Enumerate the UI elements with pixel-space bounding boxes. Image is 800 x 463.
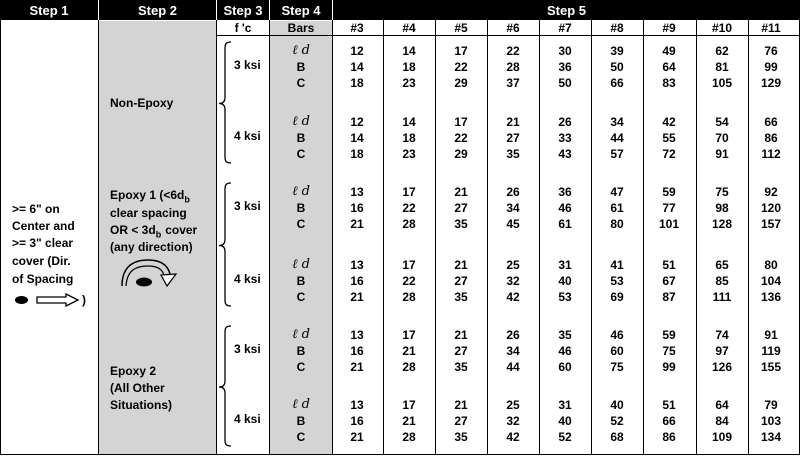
value-cell: 18 bbox=[402, 131, 416, 145]
header-step4: Step 4 bbox=[270, 0, 332, 20]
value-cell: 91 bbox=[715, 147, 729, 161]
value-cell: 65 bbox=[715, 258, 729, 272]
bar-size-header: #8 bbox=[610, 21, 624, 35]
value-cell: 21 bbox=[454, 398, 468, 412]
value-cell: 14 bbox=[350, 60, 364, 74]
value-cell: 34 bbox=[506, 344, 520, 358]
bar-size-header: #7 bbox=[558, 21, 572, 35]
value-cell: 80 bbox=[610, 217, 624, 231]
value-cell: 13 bbox=[350, 185, 364, 199]
value-cell: 21 bbox=[454, 185, 468, 199]
value-cell: 86 bbox=[764, 131, 778, 145]
value-cell: 59 bbox=[662, 328, 676, 342]
bar-size-header: #9 bbox=[662, 21, 676, 35]
value-cell: 35 bbox=[454, 360, 468, 374]
value-cell: 34 bbox=[610, 115, 624, 129]
value-cell: 105 bbox=[711, 76, 733, 90]
label-subscript: b bbox=[155, 229, 162, 240]
value-cell: 28 bbox=[506, 60, 520, 74]
value-cell: 60 bbox=[558, 360, 572, 374]
value-cell: 64 bbox=[662, 60, 676, 74]
value-cell: 21 bbox=[402, 414, 416, 428]
value-cell: 25 bbox=[506, 398, 520, 412]
value-cell: 34 bbox=[506, 201, 520, 215]
value-cell: 21 bbox=[350, 430, 364, 444]
value-cell: 86 bbox=[662, 430, 676, 444]
value-cell: 66 bbox=[610, 76, 624, 90]
value-cell: 16 bbox=[350, 414, 364, 428]
value-cell: 45 bbox=[506, 217, 520, 231]
value-cell: 28 bbox=[402, 430, 416, 444]
value-cell: 26 bbox=[506, 328, 520, 342]
bar-row-label: ℓ d bbox=[292, 43, 310, 58]
value-cell: 57 bbox=[610, 147, 624, 161]
bar-row-label: C bbox=[296, 290, 306, 304]
value-cell: 27 bbox=[454, 414, 468, 428]
value-cell: 74 bbox=[715, 328, 729, 342]
value-cell: 126 bbox=[711, 360, 733, 374]
value-cell: 47 bbox=[610, 185, 624, 199]
fc-label: 3 ksi bbox=[234, 342, 261, 356]
value-cell: 46 bbox=[610, 328, 624, 342]
group-label-epoxy2-line: (All Other bbox=[110, 381, 165, 395]
value-cell: 99 bbox=[764, 60, 778, 74]
value-cell: 79 bbox=[764, 398, 778, 412]
value-cell: 17 bbox=[402, 185, 416, 199]
value-cell: 55 bbox=[662, 131, 676, 145]
group-label-epoxy1-line: (any direction) bbox=[110, 240, 193, 254]
value-cell: 44 bbox=[610, 131, 624, 145]
bar-size-header: #10 bbox=[711, 21, 733, 35]
value-cell: 35 bbox=[454, 430, 468, 444]
bar-row-label: B bbox=[296, 414, 306, 428]
value-cell: 42 bbox=[662, 115, 676, 129]
value-cell: 22 bbox=[402, 274, 416, 288]
bar-row-label: B bbox=[296, 201, 306, 215]
value-cell: 36 bbox=[558, 185, 572, 199]
value-cell: 51 bbox=[662, 258, 676, 272]
value-cell: 13 bbox=[350, 328, 364, 342]
value-cell: 109 bbox=[711, 430, 733, 444]
bar-size-header: #5 bbox=[454, 21, 468, 35]
value-cell: 12 bbox=[350, 115, 364, 129]
header-step5: Step 5 bbox=[333, 0, 800, 20]
subheader-fc: f 'c bbox=[234, 21, 252, 35]
value-cell: 21 bbox=[402, 344, 416, 358]
value-cell: 29 bbox=[454, 147, 468, 161]
value-cell: 27 bbox=[454, 274, 468, 288]
value-cell: 32 bbox=[506, 274, 520, 288]
value-cell: 22 bbox=[506, 44, 520, 58]
value-cell: 53 bbox=[610, 274, 624, 288]
value-cell: 33 bbox=[558, 131, 572, 145]
group-label-epoxy1-line: clear spacing bbox=[110, 206, 187, 220]
value-cell: 155 bbox=[760, 360, 782, 374]
value-cell: 16 bbox=[350, 344, 364, 358]
bar-row-label: B bbox=[296, 131, 306, 145]
value-cell: 21 bbox=[350, 290, 364, 304]
value-cell: 43 bbox=[558, 147, 572, 161]
value-cell: 28 bbox=[402, 360, 416, 374]
value-cell: 87 bbox=[662, 290, 676, 304]
value-cell: 35 bbox=[454, 217, 468, 231]
value-cell: 75 bbox=[610, 360, 624, 374]
value-cell: 39 bbox=[610, 44, 624, 58]
value-cell: 46 bbox=[558, 201, 572, 215]
value-cell: 49 bbox=[662, 44, 676, 58]
value-cell: 21 bbox=[454, 258, 468, 272]
value-cell: 112 bbox=[761, 147, 781, 161]
value-cell: 50 bbox=[558, 76, 572, 90]
value-cell: 53 bbox=[558, 290, 572, 304]
step1-line: of Spacing bbox=[12, 272, 74, 286]
value-cell: 21 bbox=[506, 115, 520, 129]
value-cell: 21 bbox=[350, 217, 364, 231]
value-cell: 42 bbox=[506, 430, 520, 444]
value-cell: 37 bbox=[506, 76, 520, 90]
value-cell: 99 bbox=[662, 360, 676, 374]
value-cell: 120 bbox=[760, 201, 782, 215]
value-cell: 62 bbox=[715, 44, 729, 58]
group-brace bbox=[217, 325, 233, 447]
group-label-epoxy2-line: Situations) bbox=[110, 398, 172, 412]
value-cell: 22 bbox=[402, 201, 416, 215]
value-cell: 17 bbox=[402, 398, 416, 412]
value-cell: 51 bbox=[662, 398, 676, 412]
group-brace bbox=[217, 41, 233, 164]
value-cell: 14 bbox=[402, 115, 416, 129]
value-cell: 77 bbox=[662, 201, 676, 215]
value-cell: 13 bbox=[350, 398, 364, 412]
value-cell: 13 bbox=[350, 258, 364, 272]
value-cell: 44 bbox=[506, 360, 520, 374]
step1-line: Center and bbox=[12, 219, 75, 233]
bar-row-label: C bbox=[296, 76, 306, 90]
value-cell: 119 bbox=[761, 344, 781, 358]
value-cell: 40 bbox=[558, 274, 572, 288]
bar-row-label: ℓ d bbox=[292, 327, 310, 342]
value-cell: 22 bbox=[454, 131, 468, 145]
value-cell: 16 bbox=[350, 201, 364, 215]
bar-row-label: ℓ d bbox=[292, 114, 310, 129]
value-cell: 31 bbox=[558, 258, 572, 272]
bar-size-header: #3 bbox=[350, 21, 364, 35]
value-cell: 27 bbox=[454, 201, 468, 215]
value-cell: 23 bbox=[402, 76, 416, 90]
value-cell: 28 bbox=[402, 290, 416, 304]
value-cell: 16 bbox=[350, 274, 364, 288]
bar-row-label: C bbox=[296, 217, 306, 231]
value-cell: 42 bbox=[506, 290, 520, 304]
header-step2: Step 2 bbox=[99, 0, 216, 20]
value-cell: 46 bbox=[558, 344, 572, 358]
value-cell: 54 bbox=[715, 115, 729, 129]
value-cell: 72 bbox=[662, 147, 676, 161]
value-cell: 29 bbox=[454, 76, 468, 90]
value-cell: 14 bbox=[402, 44, 416, 58]
value-cell: 40 bbox=[610, 398, 624, 412]
value-cell: 70 bbox=[715, 131, 729, 145]
value-cell: 104 bbox=[760, 274, 782, 288]
value-cell: 84 bbox=[715, 414, 729, 428]
value-cell: 103 bbox=[760, 414, 782, 428]
value-cell: 52 bbox=[610, 414, 624, 428]
value-cell: 67 bbox=[662, 274, 676, 288]
value-cell: 17 bbox=[454, 44, 468, 58]
step1-line: cover (Dir. bbox=[12, 254, 71, 268]
bar-row-label: ℓ d bbox=[292, 397, 310, 412]
value-cell: 61 bbox=[610, 201, 624, 215]
value-cell: 41 bbox=[610, 258, 624, 272]
value-cell: 28 bbox=[402, 217, 416, 231]
value-cell: 31 bbox=[558, 398, 572, 412]
value-cell: 98 bbox=[715, 201, 729, 215]
value-cell: 17 bbox=[454, 115, 468, 129]
bar-row-label: C bbox=[296, 430, 306, 444]
bar-row-label: ℓ d bbox=[292, 257, 310, 272]
value-cell: 40 bbox=[558, 414, 572, 428]
bar-row-label: C bbox=[296, 147, 306, 161]
value-cell: 91 bbox=[764, 328, 778, 342]
fc-label: 3 ksi bbox=[234, 199, 261, 213]
label-subscript: b bbox=[184, 194, 190, 205]
value-cell: 61 bbox=[558, 217, 572, 231]
value-cell: 97 bbox=[715, 344, 729, 358]
value-cell: 111 bbox=[712, 290, 732, 304]
group-label-non-epoxy: Non-Epoxy bbox=[110, 96, 174, 110]
value-cell: 80 bbox=[764, 258, 778, 272]
value-cell: 27 bbox=[506, 131, 520, 145]
value-cell: 75 bbox=[662, 344, 676, 358]
value-cell: 14 bbox=[350, 131, 364, 145]
value-cell: 26 bbox=[506, 185, 520, 199]
label-text: cover bbox=[165, 223, 198, 237]
value-cell: 52 bbox=[558, 430, 572, 444]
bar-row-label: B bbox=[296, 344, 306, 358]
value-cell: 129 bbox=[760, 76, 782, 90]
curved-arrow-icon bbox=[118, 258, 178, 290]
value-cell: 59 bbox=[662, 185, 676, 199]
value-cell: 136 bbox=[760, 290, 782, 304]
value-cell: 18 bbox=[402, 60, 416, 74]
group-label-epoxy2-line: Epoxy 2 bbox=[110, 364, 157, 378]
step1-line: >= 6" on bbox=[12, 202, 60, 216]
value-cell: 27 bbox=[454, 344, 468, 358]
value-cell: 17 bbox=[402, 258, 416, 272]
value-cell: 92 bbox=[764, 185, 778, 199]
value-cell: 35 bbox=[558, 328, 572, 342]
value-cell: 64 bbox=[715, 398, 729, 412]
value-cell: 35 bbox=[454, 290, 468, 304]
value-cell: 76 bbox=[764, 44, 778, 58]
value-cell: 18 bbox=[350, 147, 364, 161]
value-cell: 18 bbox=[350, 76, 364, 90]
bar-row-label: ℓ d bbox=[292, 184, 310, 199]
value-cell: 75 bbox=[715, 185, 729, 199]
step1-line: >= 3" clear bbox=[12, 236, 74, 250]
value-cell: 23 bbox=[402, 147, 416, 161]
value-cell: 128 bbox=[711, 217, 733, 231]
value-cell: 66 bbox=[764, 115, 778, 129]
bar-row-label: B bbox=[296, 60, 306, 74]
value-cell: 35 bbox=[506, 147, 520, 161]
spacing-dot-icon bbox=[15, 296, 28, 304]
fc-label: 4 ksi bbox=[234, 412, 261, 426]
value-cell: 60 bbox=[610, 344, 624, 358]
bar-row-label: B bbox=[296, 274, 306, 288]
fc-label: 4 ksi bbox=[234, 272, 261, 286]
value-cell: 36 bbox=[558, 60, 572, 74]
value-cell: 21 bbox=[454, 328, 468, 342]
header-step1: Step 1 bbox=[0, 0, 98, 20]
value-cell: 17 bbox=[402, 328, 416, 342]
group-brace bbox=[217, 182, 233, 307]
value-cell: 32 bbox=[506, 414, 520, 428]
value-cell: 30 bbox=[558, 44, 572, 58]
value-cell: 12 bbox=[350, 44, 364, 58]
value-cell: 83 bbox=[662, 76, 676, 90]
fc-label: 4 ksi bbox=[234, 129, 261, 143]
value-cell: 26 bbox=[558, 115, 572, 129]
value-cell: 22 bbox=[454, 60, 468, 74]
subheader-bars: Bars bbox=[287, 21, 315, 35]
label-text: Epoxy 1 (<6d bbox=[110, 188, 185, 202]
value-cell: 81 bbox=[715, 60, 729, 74]
value-cell: 134 bbox=[760, 430, 782, 444]
bar-size-header: #6 bbox=[506, 21, 520, 35]
value-cell: 85 bbox=[715, 274, 729, 288]
value-cell: 101 bbox=[658, 217, 680, 231]
arrow-right-icon bbox=[36, 293, 80, 307]
value-cell: 25 bbox=[506, 258, 520, 272]
header-step3: Step 3 bbox=[217, 0, 269, 20]
bar-size-header: #11 bbox=[761, 21, 781, 35]
value-cell: 157 bbox=[760, 217, 782, 231]
value-cell: 69 bbox=[610, 290, 624, 304]
bar-size-header: #4 bbox=[402, 21, 416, 35]
step1-close-paren: ) bbox=[82, 293, 86, 307]
value-cell: 68 bbox=[610, 430, 624, 444]
value-cell: 50 bbox=[610, 60, 624, 74]
bar-row-label: C bbox=[296, 360, 306, 374]
fc-label: 3 ksi bbox=[234, 58, 261, 72]
value-cell: 21 bbox=[350, 360, 364, 374]
value-cell: 66 bbox=[662, 414, 676, 428]
label-text: OR < 3d bbox=[110, 223, 156, 237]
